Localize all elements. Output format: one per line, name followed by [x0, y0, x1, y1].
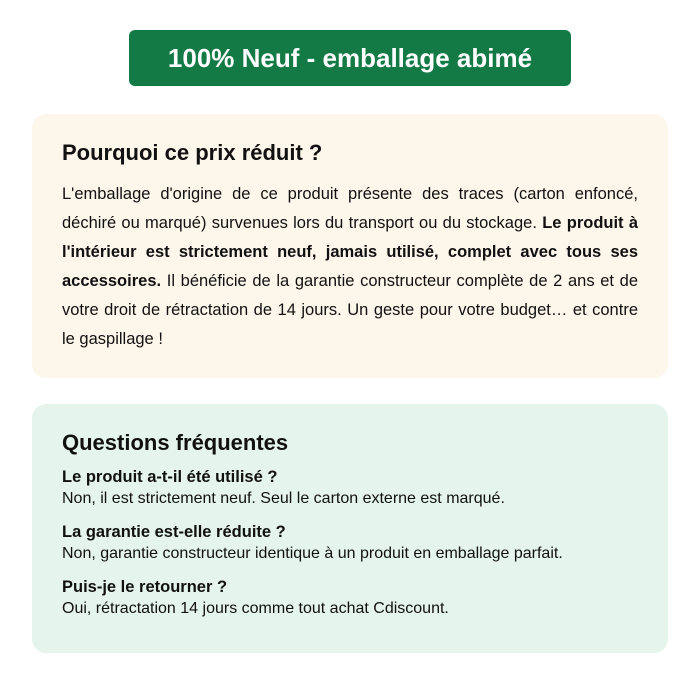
reduced-price-text-intro: L'emballage d'origine de ce produit présente des traces (carton enfoncé, déchiré ou marqué) survenues lors du transport ou du stockage. [62, 185, 638, 232]
condition-badge-label: 100% Neuf - emballage abimé [167, 42, 533, 73]
faq-item [62, 576, 638, 620]
faq-item [62, 521, 638, 565]
faq-question: La garantie est-elle réduite ? [62, 523, 286, 541]
condition-badge [129, 30, 571, 86]
reduced-price-description [62, 180, 638, 354]
faq-question: Puis-je le retourner ? [62, 578, 228, 596]
faq-answer: Non, il est strictement neuf. Seul le carton externe est marqué. [62, 490, 505, 507]
reduced-price-text-highlight: Le produit à l'intérieur est strictement neuf, jamais utilisé, complet avec tous ses accessoires. [62, 214, 639, 290]
faq-answer: Non, garantie constructeur identique à un produit en emballage parfait. [62, 545, 563, 562]
reduced-price-explanation [32, 114, 668, 378]
faq-question: Le produit a-t-il été utilisé ? [62, 468, 278, 486]
faq-list [62, 466, 638, 620]
faq-item [62, 466, 638, 510]
faq-section [32, 404, 668, 653]
reduced-price-text-outro: Il bénéficie de la garantie constructeur complète de 2 ans et de votre droit de rétractation de 14 jours. Un geste pour votre budget… et contre le gaspillage ! [62, 272, 638, 348]
faq-answer: Oui, rétractation 14 jours comme tout achat Cdiscount. [62, 600, 449, 617]
reduced-price-title: Pourquoi ce prix réduit ? [62, 140, 323, 165]
faq-title: Questions fréquentes [62, 430, 289, 455]
